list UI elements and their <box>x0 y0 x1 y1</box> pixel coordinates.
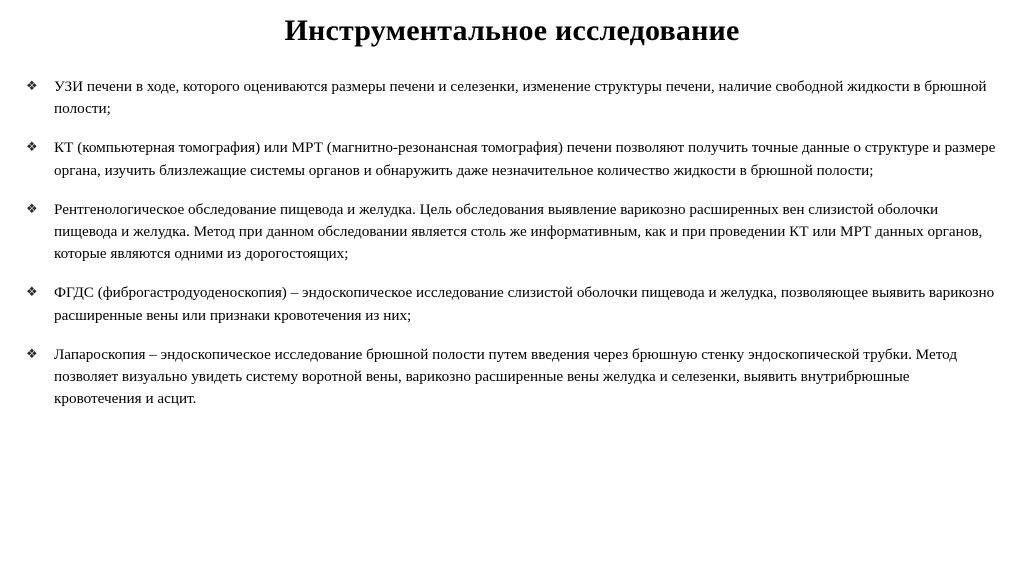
list-item <box>22 282 998 326</box>
diamond-bullet-icon: ❖ <box>26 346 38 362</box>
list-item <box>22 199 998 266</box>
bullet-list <box>22 76 998 410</box>
list-item <box>22 344 998 411</box>
slide-container <box>0 14 1024 588</box>
list-item-text: Лапароскопия – эндоскопическое исследование брюшной полости путем введения через брюшную стенку эндоскопической трубки. Метод позволяет визуально увидеть систему воротной вены, варикозно расширенные вены желудка и селезенки, выявить внутрибрюшные кровотечения и асцит. <box>54 345 958 408</box>
page-title: Инструментальное исследование <box>284 14 740 47</box>
list-item-text: УЗИ печени в ходе, которого оцениваются размеры печени и селезенки, изменение структуры печени, наличие свободной жидкости в брюшной полости; <box>54 78 987 118</box>
list-item <box>22 137 998 181</box>
diamond-bullet-icon: ❖ <box>26 201 38 217</box>
list-item-text: КТ (компьютерная томография) или МРТ (магнитно-резонансная томография) печени позволяют получить точные данные о структуре и размере органа, изучить близлежащие системы органов и обнаружить даже незначительное количество жидкости в брюшной полости; <box>54 139 996 179</box>
list-item-text: ФГДС (фиброгастродуоденоскопия) – эндоскопическое исследование слизистой оболочки пищевода и желудка, позволяющее выявить варикозно расширенные вены или признаки кровотечения из них; <box>54 284 995 324</box>
list-item-text: Рентгенологическое обследование пищевода и желудка. Цель обследования выявление варикозно расширенных вен слизистой оболочки пищевода и желудка. Метод при данном обследовании является столь же информативным, как и при проведении КТ или МРТ данных органов, которые являются одними из дорогостоящих; <box>54 200 983 263</box>
diamond-bullet-icon: ❖ <box>26 140 38 156</box>
diamond-bullet-icon: ❖ <box>26 285 38 301</box>
list-item <box>22 76 998 120</box>
diamond-bullet-icon: ❖ <box>26 79 38 94</box>
